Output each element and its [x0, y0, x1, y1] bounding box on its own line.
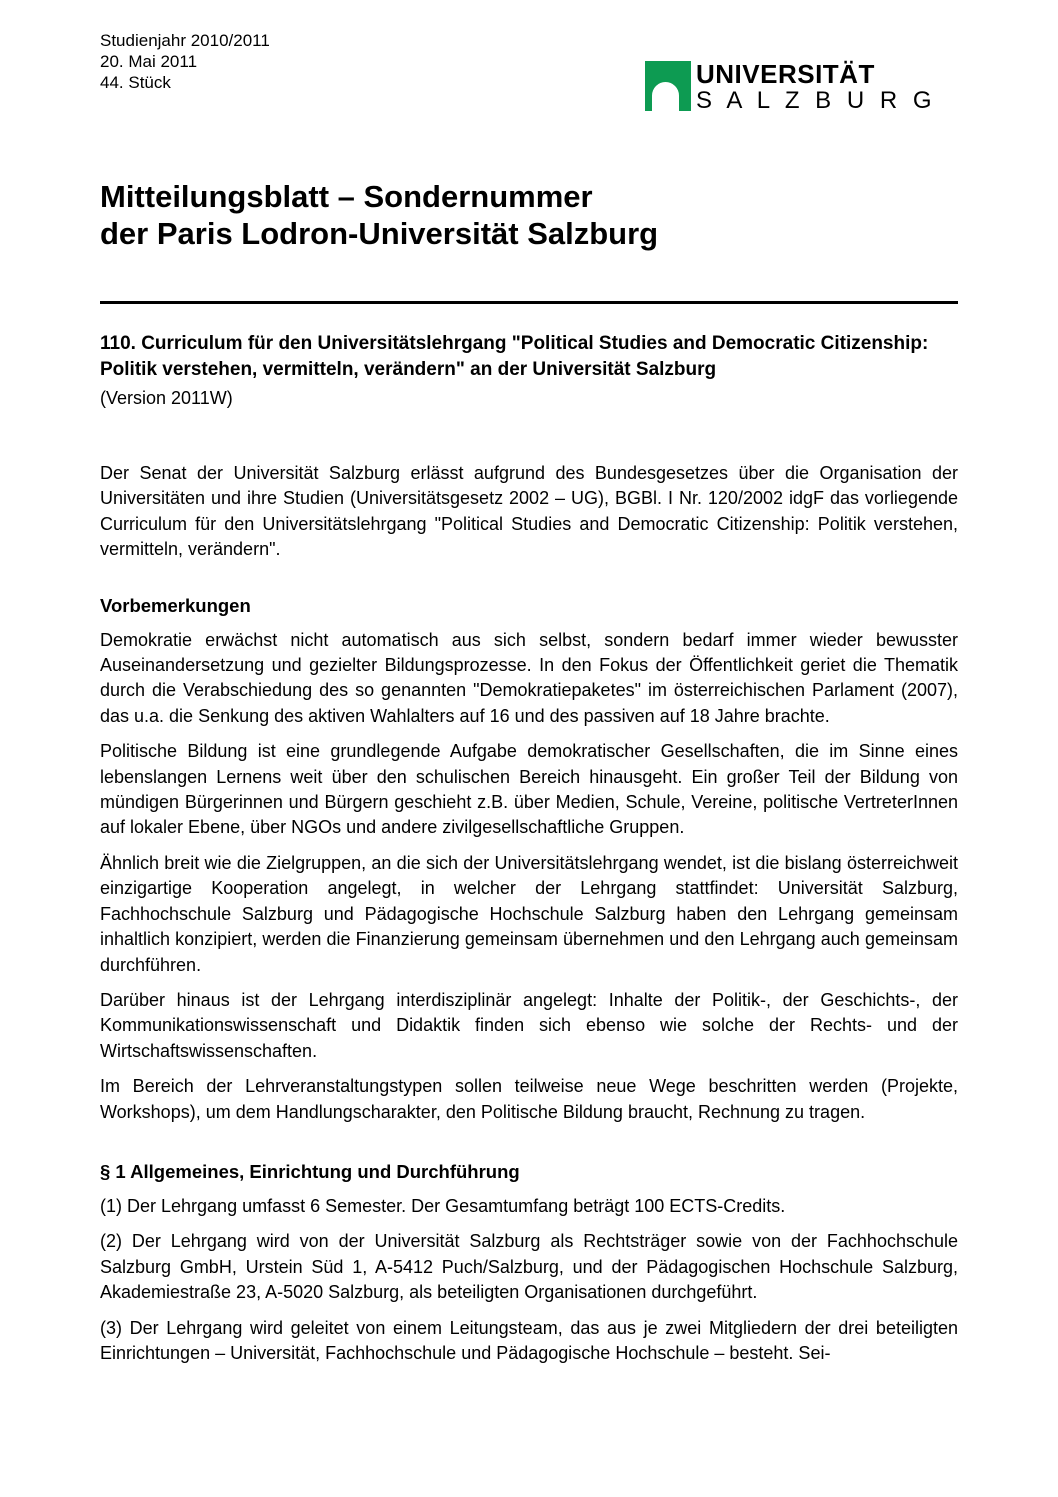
- paragraph-absatz-3: (3) Der Lehrgang wird geleitet von einem Leitungsteam, das aus je zwei Mitgliedern der drei beteiligten Einrichtungen – Universität, Fachhochschule und Pädagogische Hochschule – besteht. Sei-: [100, 1317, 958, 1363]
- section-heading-vorbemerkungen: Vorbemerkungen: [100, 594, 251, 616]
- university-logo: [645, 61, 936, 114]
- arch-gate-icon: [652, 82, 679, 111]
- paragraph-kooperation: Ähnlich breit wie die Zielgruppen, an die sich der Universitätslehrgang wendet, ist die bislang österreichweit einzigartige Kooperation angelegt, in welcher der Lehrgang stattfindet: Universität Salzburg, Fachhochschule Salzburg und Pädagogische Hochschule Salzburg haben den Lehrgang gemeinsam inhaltlich konzipiert, werden die Finanzierung gemeinsam übernehmen und den Lehrgang auch gemeinsam durchführen.: [100, 852, 958, 975]
- section-heading-paragraph-1: § 1 Allgemeines, Einrichtung und Durchführung: [100, 1160, 520, 1182]
- page-title-line-2: der Paris Lodron-Universität Salzburg: [100, 216, 659, 251]
- paragraph-lehrveranstaltungstypen: Im Bereich der Lehrveranstaltungstypen sollen teilweise neue Wege beschritten werden (Projekte, Workshops), um dem Handlungscharakter, den Politische Bildung braucht, Rechnung zu tragen.: [100, 1076, 958, 1122]
- paragraph-demokratie: Demokratie erwächst nicht automatisch aus sich selbst, sondern bedarf immer wieder bewusster Auseinandersetzung und gezielter Bildungsprozesse. In den Fokus der Öffentlichkeit geriet die Thematik durch die Verabschiedung des so genannten "Demokratiepaketes" im österreichischen Parlament (2007), das u.a. die Senkung des aktiven Wahlalters auf 16 und des passiven auf 18 Jahre brachte.: [100, 629, 958, 726]
- logo-wordmark: [696, 61, 936, 114]
- paragraph-politische-bildung: Politische Bildung ist eine grundlegende Aufgabe demokratischer Gesellschaften, die im Sinne eines lebenslangen Lernens weit über den schulischen Bereich hinausgeht. Ein großer Teil der Bildung von mündigen Bürgerinnen und Bürgern geschieht z.B. über Medien, Schule, Vereine, politische VertreterInnen auf lokaler Ebene, über NGOs und andere zivilgesellschaftliche Gruppen.: [100, 741, 958, 838]
- paragraph-absatz-1: (1) Der Lehrgang umfasst 6 Semester. Der Gesamtumfang beträgt 100 ECTS-Credits.: [100, 1195, 786, 1216]
- page-header: [100, 30, 958, 114]
- divider-rule: [100, 301, 958, 304]
- page-title-line-1: Mitteilungsblatt – Sondernummer: [100, 179, 593, 214]
- paragraph-interdisziplinaer: Darüber hinaus ist der Lehrgang interdisziplinär angelegt: Inhalte der Politik-, der Geschichts-, der Kommunikationswissenschaft und Didaktik finden sich ebenso wie solche der Rechts- und der Wirtschaftswissenschaften.: [100, 989, 958, 1061]
- issue-date: 20. Mai 2011: [100, 52, 198, 71]
- paragraph-senat-intro: Der Senat der Universität Salzburg erlässt aufgrund des Bundesgesetzes über die Organisation der Universitäten und ihre Studien (Universitätsgesetz 2002 – UG), BGBl. I Nr. 120/2002 idgF das vorliegende Curriculum für den Universitätslehrgang "Political Studies and Democratic Citizenship: Politik verstehen, vermitteln, verändern".: [100, 463, 958, 560]
- issue-number: 44. Stück: [100, 73, 171, 92]
- article-heading: 110. Curriculum für den Universitätslehrgang "Political Studies and Democratic Citizenship: Politik verstehen, vermitteln, verändern" an der Universität Salzburg: [100, 333, 929, 380]
- issue-studienjahr: Studienjahr 2010/2011: [100, 31, 270, 50]
- logo-universitat-text: UNIVERSITÄT: [696, 59, 875, 89]
- page-title: [100, 178, 958, 252]
- paragraph-absatz-2: (2) Der Lehrgang wird von der Universität Salzburg als Rechtsträger sowie von der Fachhochschule Salzburg GmbH, Urstein Süd 1, A-5412 Puch/Salzburg, und der Pädagogischen Hochschule Salzburg, Akademiestraße 23, A-5020 Salzburg, als beteiligten Organisationen durchgeführt.: [100, 1231, 958, 1303]
- university-logo-mark: [645, 61, 691, 111]
- article-version: (Version 2011W): [100, 388, 233, 408]
- issue-info: [100, 30, 270, 93]
- logo-salzburg-text: S A L Z B U R G: [696, 87, 936, 114]
